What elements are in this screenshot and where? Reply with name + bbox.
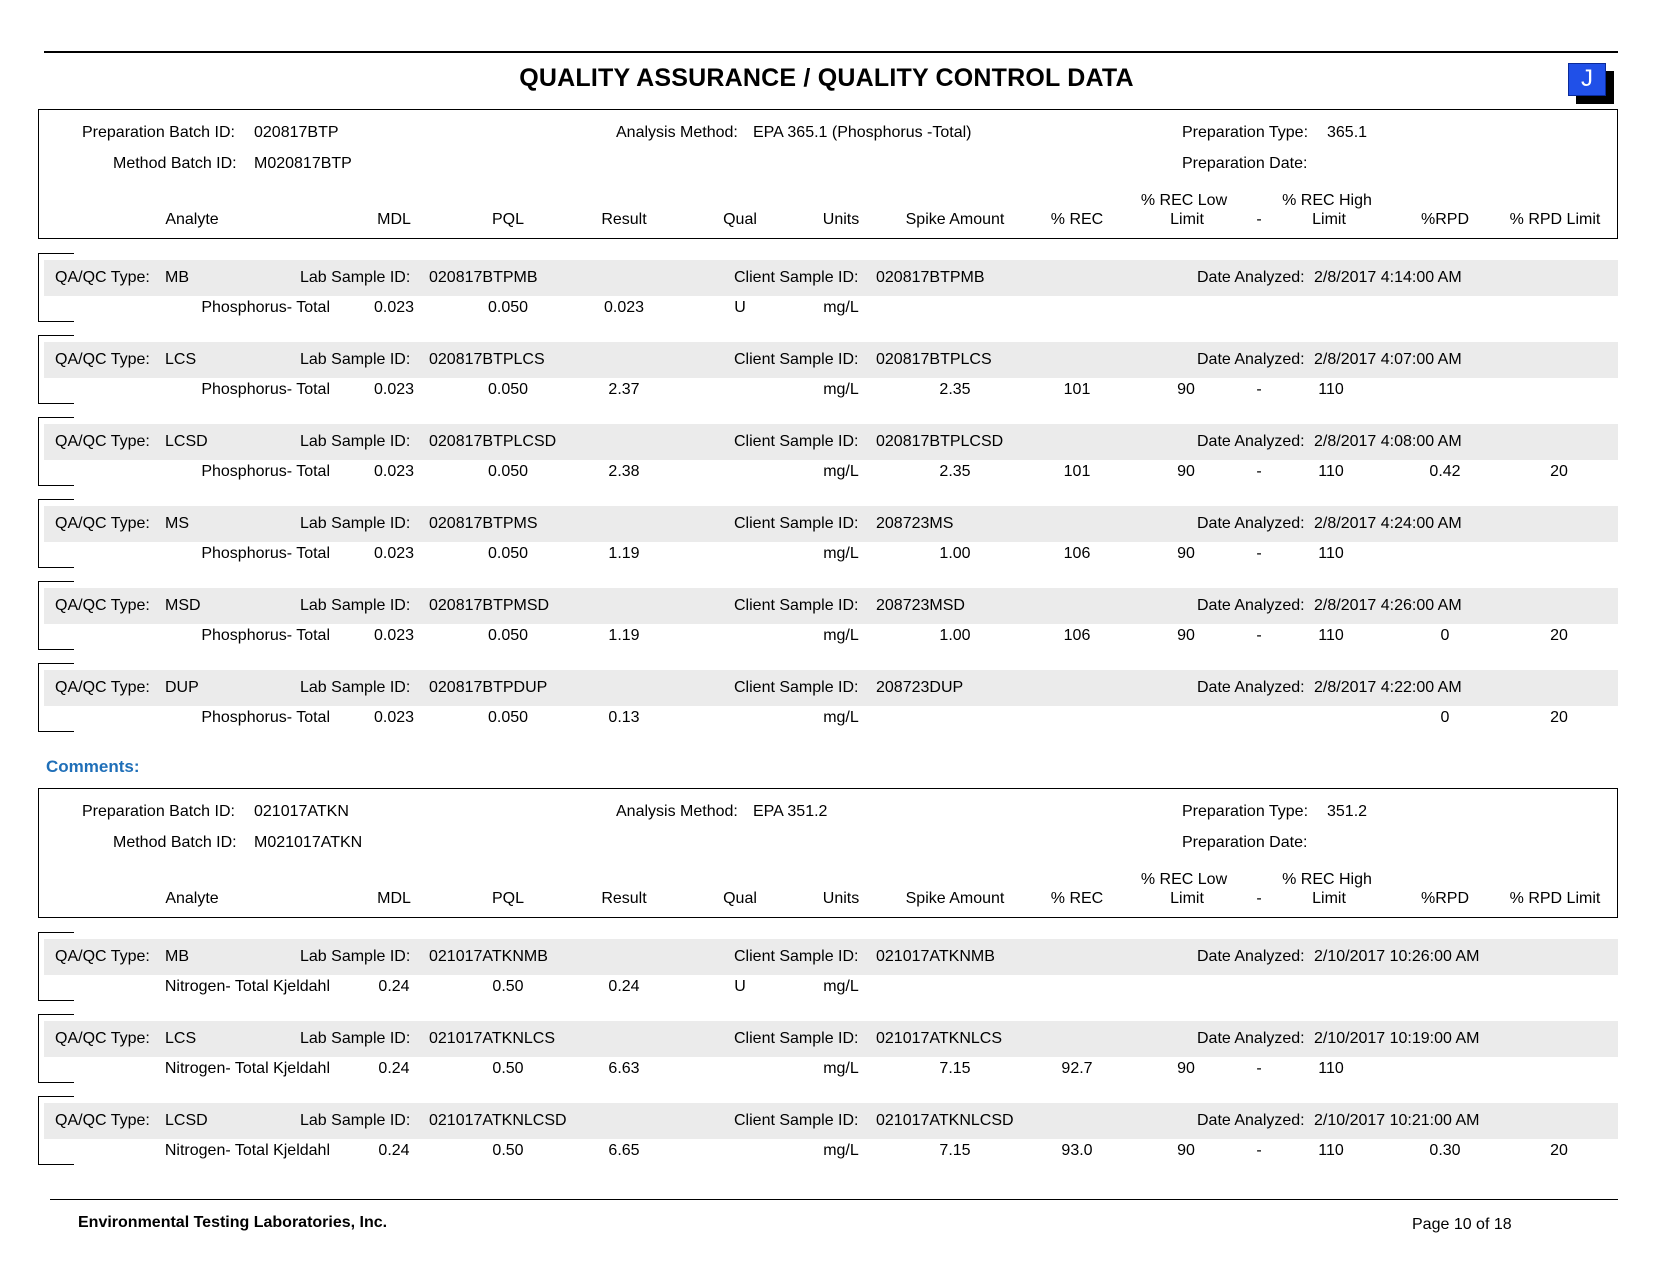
prep-type-label: Preparation Type:: [1182, 803, 1309, 820]
value-units: mg/L: [823, 299, 859, 316]
value-rec: 92.7: [1061, 1060, 1093, 1077]
lab-sample-label: Lab Sample ID:: [300, 1030, 411, 1047]
value-high: 110: [1318, 627, 1344, 644]
value-pql: 0.50: [492, 1060, 524, 1077]
date-analyzed-value: 2/8/2017 4:08:00 AM: [1314, 433, 1462, 450]
col-rec-low-1: % REC Low: [1140, 192, 1228, 209]
col-rec: % REC: [1050, 211, 1104, 228]
value-pql: 0.50: [492, 978, 524, 995]
value-result: 2.37: [608, 381, 640, 398]
value-pql: 0.050: [487, 299, 529, 316]
value-result: 1.19: [608, 627, 640, 644]
method-batch-label: Method Batch ID:: [113, 155, 237, 172]
bracket-top: [38, 932, 74, 933]
col-pql: PQL: [491, 890, 524, 907]
client-sample-label: Client Sample ID:: [734, 1030, 859, 1047]
lab-sample-label: Lab Sample ID:: [300, 1112, 411, 1129]
client-sample-id: 208723MS: [876, 515, 954, 532]
qa-type-value: DUP: [165, 679, 199, 696]
prep-type-label: Preparation Type:: [1182, 124, 1309, 141]
bracket-top: [38, 581, 74, 582]
qc-sample-block: [38, 335, 1618, 411]
col-dash: -: [1256, 890, 1262, 907]
value-result: 0.24: [608, 978, 640, 995]
client-sample-label: Client Sample ID:: [734, 269, 859, 286]
client-sample-id: 020817BTPLCS: [876, 351, 992, 368]
date-analyzed-label: Date Analyzed:: [1197, 433, 1305, 450]
col-result: Result: [601, 890, 647, 907]
page-title: QUALITY ASSURANCE / QUALITY CONTROL DATA: [519, 64, 1134, 92]
value-qual: U: [734, 299, 746, 316]
bracket-bottom: [38, 649, 74, 650]
date-analyzed-label: Date Analyzed:: [1197, 1030, 1305, 1047]
col-units: Units: [822, 890, 860, 907]
qa-type-value: LCSD: [165, 433, 208, 450]
lab-sample-id: 021017ATKNLCS: [429, 1030, 555, 1047]
col-rec-high-2: Limit: [1312, 211, 1346, 228]
date-analyzed-label: Date Analyzed:: [1197, 948, 1305, 965]
value-result: 6.65: [608, 1142, 640, 1159]
value-result: 0.13: [608, 709, 640, 726]
analysis-method-label: Analysis Method:: [616, 803, 738, 820]
value-dash: -: [1256, 1142, 1262, 1159]
value-rec: 101: [1063, 463, 1091, 480]
col-analyte: Analyte: [165, 890, 219, 907]
client-sample-label: Client Sample ID:: [734, 515, 859, 532]
method-batch-label: Method Batch ID:: [113, 834, 237, 851]
j-badge: J: [1568, 63, 1606, 96]
value-mdl: 0.023: [373, 627, 415, 644]
col-qual: Qual: [723, 890, 757, 907]
prep-date-label: Preparation Date:: [1182, 834, 1308, 851]
client-sample-label: Client Sample ID:: [734, 433, 859, 450]
value-rec: 106: [1063, 627, 1091, 644]
col-spike: Spike Amount: [905, 211, 1005, 228]
value-pql: 0.050: [487, 463, 529, 480]
footer-company: Environmental Testing Laboratories, Inc.: [78, 1214, 388, 1231]
method-batch-id: M020817BTP: [254, 155, 352, 172]
value-units: mg/L: [823, 463, 859, 480]
qa-type-label: QA/QC Type:: [55, 679, 150, 696]
value-rpd-limit: 20: [1550, 463, 1568, 480]
lab-sample-id: 020817BTPMSD: [429, 597, 550, 614]
bracket-bottom: [38, 321, 74, 322]
qa-type-label: QA/QC Type:: [55, 1030, 150, 1047]
lab-sample-label: Lab Sample ID:: [300, 351, 411, 368]
prep-batch-id: 021017ATKN: [254, 803, 349, 820]
value-mdl: 0.023: [373, 381, 415, 398]
lab-sample-label: Lab Sample ID:: [300, 679, 411, 696]
analysis-method-value: EPA 351.2: [753, 803, 828, 820]
lab-sample-label: Lab Sample ID:: [300, 597, 411, 614]
client-sample-id: 021017ATKNMB: [876, 948, 995, 965]
qa-type-value: LCSD: [165, 1112, 208, 1129]
qc-sample-block: [38, 581, 1618, 657]
qa-type-label: QA/QC Type:: [55, 1112, 150, 1129]
date-analyzed-label: Date Analyzed:: [1197, 679, 1305, 696]
qc-sample-block: [38, 663, 1618, 739]
value-spike: 2.35: [939, 463, 971, 480]
value-low: 90: [1177, 1060, 1195, 1077]
comments-label: Comments:: [46, 757, 140, 776]
analyte-name: Phosphorus- Total: [201, 709, 330, 726]
col-dash: -: [1256, 211, 1262, 228]
qa-type-label: QA/QC Type:: [55, 597, 150, 614]
bracket-top: [38, 417, 74, 418]
value-units: mg/L: [823, 627, 859, 644]
date-analyzed-value: 2/8/2017 4:14:00 AM: [1314, 269, 1462, 286]
value-units: mg/L: [823, 545, 859, 562]
value-dash: -: [1256, 381, 1262, 398]
date-analyzed-value: 2/10/2017 10:26:00 AM: [1314, 948, 1480, 965]
bracket-bottom: [38, 731, 74, 732]
col-pql: PQL: [491, 211, 524, 228]
prep-date-label: Preparation Date:: [1182, 155, 1308, 172]
lab-sample-id: 021017ATKNLCSD: [429, 1112, 567, 1129]
analyte-name: Nitrogen- Total Kjeldahl: [164, 1060, 330, 1077]
col-result: Result: [601, 211, 647, 228]
prep-type-value: 351.2: [1327, 803, 1368, 820]
qc-sample-block: [38, 1096, 1618, 1172]
analyte-name: Phosphorus- Total: [201, 627, 330, 644]
date-analyzed-value: 2/8/2017 4:24:00 AM: [1314, 515, 1462, 532]
qa-type-value: MB: [165, 269, 189, 286]
col-rec-high-1: % REC High: [1282, 192, 1372, 209]
value-mdl: 0.023: [373, 299, 415, 316]
value-low: 90: [1177, 545, 1195, 562]
value-pql: 0.050: [487, 545, 529, 562]
analyte-name: Nitrogen- Total Kjeldahl: [164, 978, 330, 995]
bracket-top: [38, 253, 74, 254]
value-dash: -: [1256, 627, 1262, 644]
date-analyzed-label: Date Analyzed:: [1197, 269, 1305, 286]
lab-sample-id: 020817BTPLCS: [429, 351, 545, 368]
prep-type-value: 365.1: [1327, 124, 1368, 141]
client-sample-label: Client Sample ID:: [734, 679, 859, 696]
value-mdl: 0.023: [373, 545, 415, 562]
qc-sample-block: [38, 932, 1618, 1008]
qa-type-label: QA/QC Type:: [55, 269, 150, 286]
qc-sample-block: [38, 499, 1618, 575]
lab-sample-id: 020817BTPLCSD: [429, 433, 557, 450]
value-qual: U: [734, 978, 746, 995]
col-rpd: %RPD: [1420, 890, 1469, 907]
date-analyzed-label: Date Analyzed:: [1197, 597, 1305, 614]
value-low: 90: [1177, 463, 1195, 480]
bracket-bottom: [38, 1000, 74, 1001]
bracket-bottom: [38, 1164, 74, 1165]
value-pql: 0.050: [487, 627, 529, 644]
bracket-top: [38, 1014, 74, 1015]
client-sample-id: 021017ATKNLCSD: [876, 1112, 1014, 1129]
value-high: 110: [1318, 1142, 1344, 1159]
client-sample-id: 021017ATKNLCS: [876, 1030, 1002, 1047]
lab-sample-id: 020817BTPDUP: [429, 679, 548, 696]
value-high: 110: [1318, 463, 1344, 480]
qa-type-label: QA/QC Type:: [55, 433, 150, 450]
value-units: mg/L: [823, 709, 859, 726]
value-high: 110: [1318, 381, 1344, 398]
client-sample-id: 020817BTPLCSD: [876, 433, 1004, 450]
value-spike: 7.15: [939, 1142, 971, 1159]
qc-sample-block: [38, 253, 1618, 329]
date-analyzed-label: Date Analyzed:: [1197, 1112, 1305, 1129]
qa-type-label: QA/QC Type:: [55, 351, 150, 368]
value-spike: 7.15: [939, 1060, 971, 1077]
value-units: mg/L: [823, 978, 859, 995]
value-spike: 1.00: [939, 627, 971, 644]
bracket-top: [38, 663, 74, 664]
value-rpd-limit: 20: [1550, 709, 1568, 726]
col-rec-low-2: Limit: [1170, 890, 1204, 907]
prep-batch-id: 020817BTP: [254, 124, 339, 141]
method-batch-id: M021017ATKN: [254, 834, 363, 851]
value-mdl: 0.24: [378, 1142, 410, 1159]
qa-type-value: MS: [165, 515, 189, 532]
analysis-method-label: Analysis Method:: [616, 124, 738, 141]
value-low: 90: [1177, 627, 1195, 644]
col-rpd-limit: % RPD Limit: [1509, 211, 1601, 228]
qa-type-label: QA/QC Type:: [55, 515, 150, 532]
value-rec: 101: [1063, 381, 1091, 398]
date-analyzed-value: 2/8/2017 4:07:00 AM: [1314, 351, 1462, 368]
col-units: Units: [822, 211, 860, 228]
value-rpd: 0: [1440, 627, 1450, 644]
prep-batch-label: Preparation Batch ID:: [82, 124, 235, 141]
client-sample-label: Client Sample ID:: [734, 948, 859, 965]
prep-batch-label: Preparation Batch ID:: [82, 803, 235, 820]
value-pql: 0.50: [492, 1142, 524, 1159]
value-result: 6.63: [608, 1060, 640, 1077]
bracket-bottom: [38, 485, 74, 486]
value-dash: -: [1256, 463, 1262, 480]
lab-sample-label: Lab Sample ID:: [300, 515, 411, 532]
lab-sample-label: Lab Sample ID:: [300, 269, 411, 286]
value-low: 90: [1177, 381, 1195, 398]
date-analyzed-label: Date Analyzed:: [1197, 515, 1305, 532]
lab-sample-label: Lab Sample ID:: [300, 433, 411, 450]
client-sample-id: 208723MSD: [876, 597, 965, 614]
col-rpd-limit: % RPD Limit: [1509, 890, 1601, 907]
value-units: mg/L: [823, 381, 859, 398]
value-rpd: 0: [1440, 709, 1450, 726]
value-dash: -: [1256, 1060, 1262, 1077]
col-rec-low-2: Limit: [1170, 211, 1204, 228]
col-qual: Qual: [723, 211, 757, 228]
value-spike: 1.00: [939, 545, 971, 562]
lab-sample-id: 020817BTPMS: [429, 515, 538, 532]
date-analyzed-value: 2/8/2017 4:22:00 AM: [1314, 679, 1462, 696]
client-sample-label: Client Sample ID:: [734, 351, 859, 368]
date-analyzed-value: 2/10/2017 10:19:00 AM: [1314, 1030, 1480, 1047]
value-units: mg/L: [823, 1142, 859, 1159]
date-analyzed-value: 2/10/2017 10:21:00 AM: [1314, 1112, 1480, 1129]
col-rec-low-1: % REC Low: [1140, 871, 1228, 888]
lab-sample-label: Lab Sample ID:: [300, 948, 411, 965]
value-low: 90: [1177, 1142, 1195, 1159]
top-rule: [44, 51, 1618, 53]
analyte-name: Nitrogen- Total Kjeldahl: [164, 1142, 330, 1159]
client-sample-id: 020817BTPMB: [876, 269, 985, 286]
value-result: 0.023: [603, 299, 645, 316]
qc-sample-block: [38, 417, 1618, 493]
qa-type-value: LCS: [165, 1030, 197, 1047]
bracket-bottom: [38, 403, 74, 404]
value-rpd: 0.42: [1429, 463, 1461, 480]
value-dash: -: [1256, 545, 1262, 562]
page-number: Page 10 of 18: [1412, 1216, 1512, 1233]
qa-type-value: LCS: [165, 351, 197, 368]
value-high: 110: [1318, 1060, 1344, 1077]
qc-sample-block: [38, 1014, 1618, 1090]
value-mdl: 0.24: [378, 1060, 410, 1077]
col-analyte: Analyte: [165, 211, 219, 228]
bracket-top: [38, 1096, 74, 1097]
bracket-bottom: [38, 1082, 74, 1083]
value-high: 110: [1318, 545, 1344, 562]
value-result: 2.38: [608, 463, 640, 480]
qa-type-label: QA/QC Type:: [55, 948, 150, 965]
value-units: mg/L: [823, 1060, 859, 1077]
date-analyzed-label: Date Analyzed:: [1197, 351, 1305, 368]
analyte-name: Phosphorus- Total: [201, 463, 330, 480]
value-mdl: 0.24: [378, 978, 410, 995]
value-rpd-limit: 20: [1550, 1142, 1568, 1159]
value-rpd: 0.30: [1429, 1142, 1461, 1159]
col-mdl: MDL: [377, 211, 411, 228]
col-rpd: %RPD: [1420, 211, 1469, 228]
analyte-name: Phosphorus- Total: [201, 545, 330, 562]
analyte-name: Phosphorus- Total: [201, 381, 330, 398]
value-spike: 2.35: [939, 381, 971, 398]
lab-sample-id: 021017ATKNMB: [429, 948, 548, 965]
qa-type-value: MB: [165, 948, 189, 965]
col-mdl: MDL: [377, 890, 411, 907]
bracket-top: [38, 499, 74, 500]
qa-type-value: MSD: [165, 597, 201, 614]
date-analyzed-value: 2/8/2017 4:26:00 AM: [1314, 597, 1462, 614]
col-spike: Spike Amount: [905, 890, 1005, 907]
client-sample-label: Client Sample ID:: [734, 1112, 859, 1129]
footer-rule: [50, 1199, 1618, 1200]
client-sample-id: 208723DUP: [876, 679, 964, 696]
col-rec-high-1: % REC High: [1282, 871, 1372, 888]
value-mdl: 0.023: [373, 463, 415, 480]
value-rec: 93.0: [1061, 1142, 1093, 1159]
value-pql: 0.050: [487, 381, 529, 398]
col-rec: % REC: [1050, 890, 1104, 907]
value-mdl: 0.023: [373, 709, 415, 726]
analyte-name: Phosphorus- Total: [201, 299, 330, 316]
bracket-bottom: [38, 567, 74, 568]
bracket-top: [38, 335, 74, 336]
value-pql: 0.050: [487, 709, 529, 726]
client-sample-label: Client Sample ID:: [734, 597, 859, 614]
value-result: 1.19: [608, 545, 640, 562]
value-rpd-limit: 20: [1550, 627, 1568, 644]
value-rec: 106: [1063, 545, 1091, 562]
col-rec-high-2: Limit: [1312, 890, 1346, 907]
lab-sample-id: 020817BTPMB: [429, 269, 538, 286]
analysis-method-value: EPA 365.1 (Phosphorus -Total): [753, 124, 972, 141]
